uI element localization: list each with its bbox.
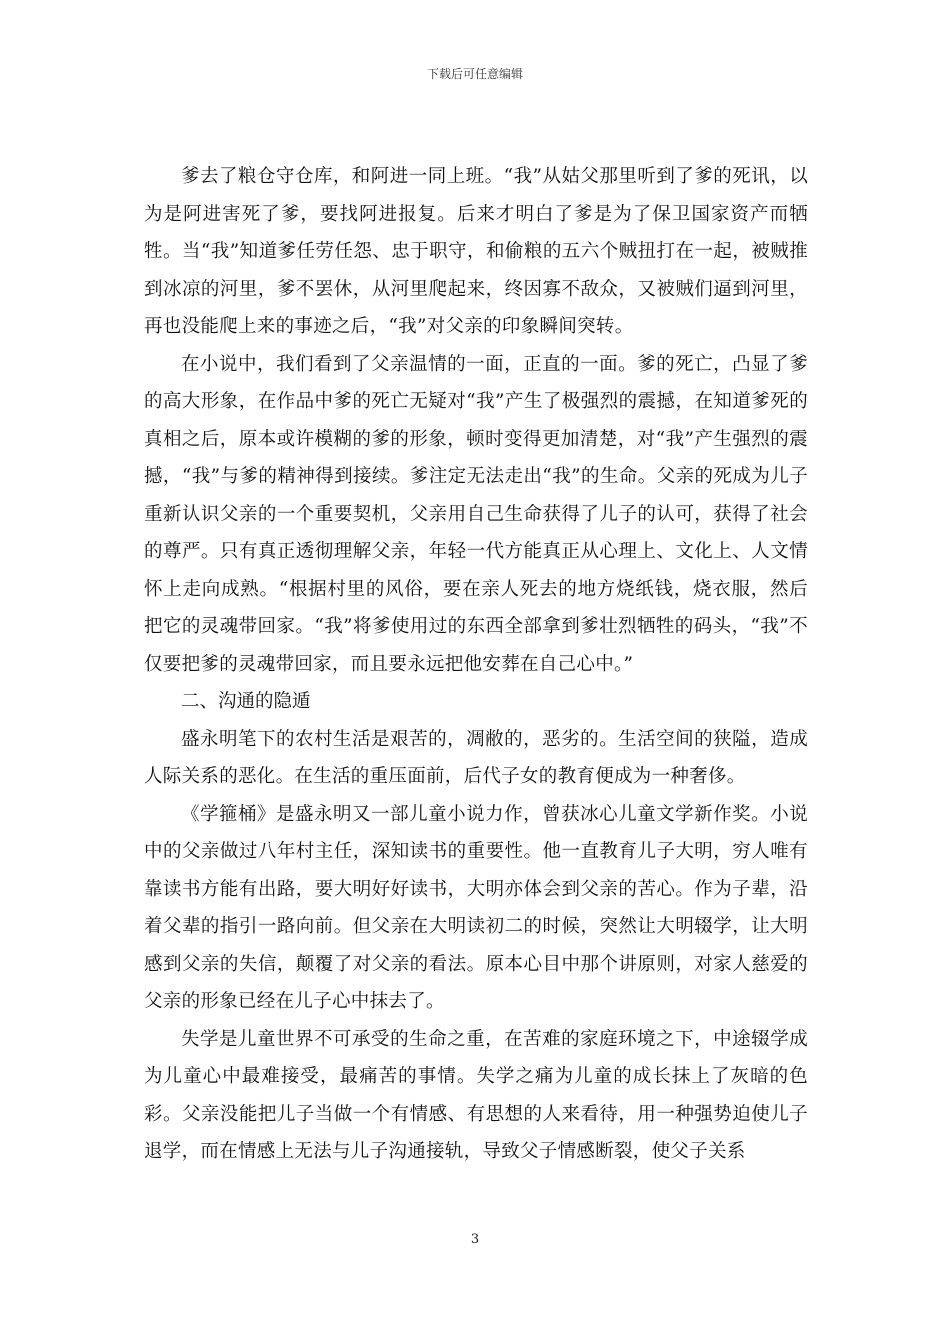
paragraph: 《学箍桶》是盛永明又一部儿童小说力作，曾获冰心儿童文学新作奖。小说中的父亲做过八年村主任，深知读书的重要性。他一直教育儿子大明，穷人唯有靠读书方能有出路，要大明好好读书，大明亦体会到父亲的苦心。作为子辈，沿着父辈的指引一路向前。但父亲在大明读初二的时候，突然让大明辍学，让大明感到父亲的失信，颠覆了对父亲的看法。原本心目中那个讲原则，对家人慈爱的父亲的形象已经在儿子心中抹去了。 — [144, 803, 808, 1012]
page-number: 3 — [470, 1232, 480, 1247]
section-heading: 二、沟通的隐遁 — [181, 691, 311, 712]
paragraph: 失学是儿童世界不可承受的生命之重，在苦难的家庭环境之下，中途辍学成为儿童心中最难接受，最痛苦的事情。失学之痛为儿童的成长抹上了灰暗的色彩。父亲没能把儿子当做一个有情感、有思想的人来看待，用一种强势迫使儿子退学，而在情感上无法与儿子沟通接轨，导致父子情感断裂，使父子关系 — [144, 1028, 808, 1162]
page-header: 下载后可任意编辑 — [426, 67, 523, 81]
document-body — [144, 158, 808, 1171]
paragraph: 盛永明笔下的农村生活是艰苦的，凋敝的，恶劣的。生活空间的狭隘，造成人际关系的恶化。在生活的重压面前，后代子女的教育便成为一种奢侈。 — [144, 728, 808, 787]
paragraph: 爹去了粮仓守仓库，和阿进一同上班。“我”从姑父那里听到了爹的死讯，以为是阿进害死了爹，要找阿进报复。后来才明白了爹是为了保卫国家资产而牺牲。当“我”知道爹任劳任怨、忠于职守，和偷粮的五六个贼扭打在一起，被贼推到冰凉的河里，爹不罢休，从河里爬起来，终因寡不敌众，又被贼们逼到河里，再也没能爬上来的事迹之后，“我”对父亲的印象瞬间突转。 — [144, 166, 808, 337]
paragraph: 在小说中，我们看到了父亲温情的一面，正直的一面。爹的死亡，凸显了爹的高大形象，在作品中爹的死亡无疑对“我”产生了极强烈的震撼，在知道爹死的真相之后，原本或许模糊的爹的形象，顿时变得更加清楚，对“我”产生强烈的震撼，“我”与爹的精神得到接续。爹注定无法走出“我”的生命。父亲的死成为儿子重新认识父亲的一个重要契机，父亲用自己生命获得了儿子的认可，获得了社会的尊严。只有真正透彻理解父亲，年轻一代方能真正从心理上、文化上、人文情怀上走向成熟。“根据村里的风俗，要在亲人死去的地方烧纸钱，烧衣服，然后把它的灵魂带回家。“我”将爹使用过的东西全部拿到爹壮烈牺牲的码头，“我”不仅要把爹的灵魂带回家，而且要永远把他安葬在自己心中。” — [144, 353, 808, 675]
